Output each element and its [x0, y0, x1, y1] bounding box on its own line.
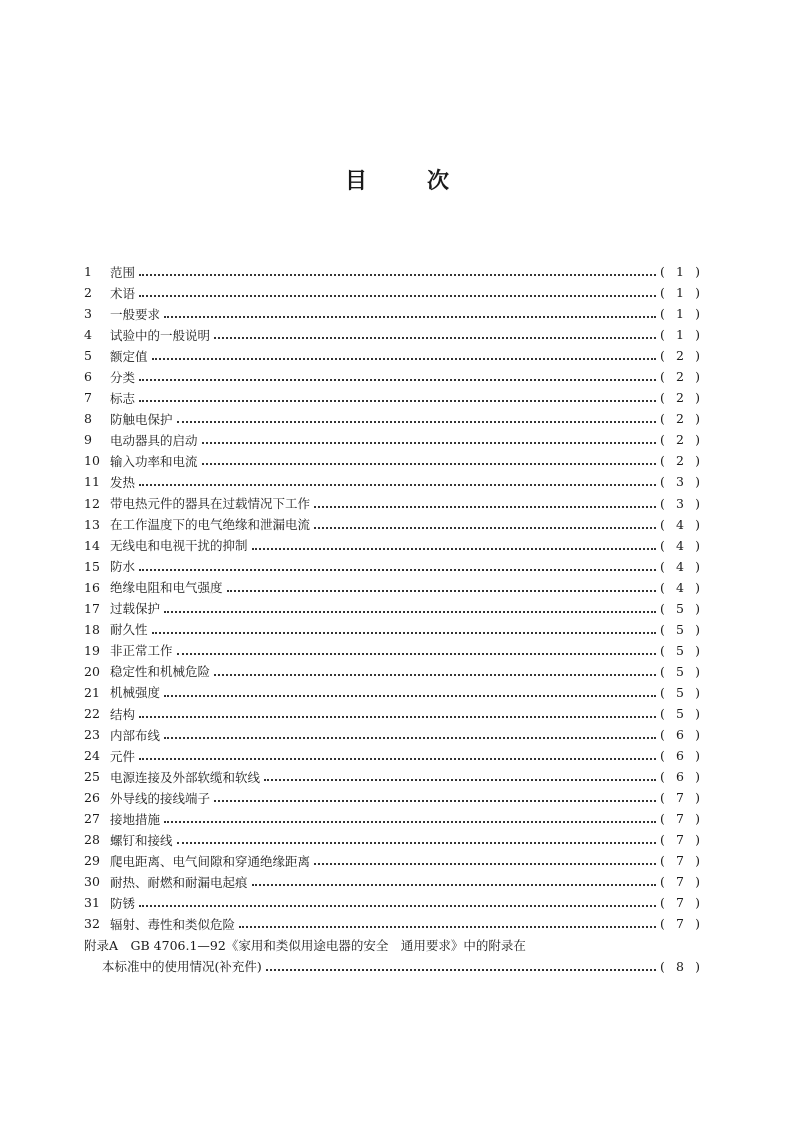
- toc-entry[interactable]: [84, 303, 700, 324]
- toc-entry[interactable]: [84, 577, 700, 598]
- paren-open: (: [660, 537, 665, 553]
- toc-page-ref: [660, 390, 700, 405]
- toc-entry-label: 防锈: [110, 895, 136, 911]
- paren-close: ): [695, 495, 700, 511]
- toc-page-number: 5: [676, 684, 684, 700]
- toc-entry[interactable]: [84, 514, 700, 535]
- paren-close: ): [695, 748, 700, 764]
- toc-page-number: 1: [676, 306, 684, 322]
- paren-open: (: [660, 495, 665, 511]
- paren-close: ): [695, 558, 700, 574]
- toc-page-number: 5: [676, 600, 684, 616]
- toc-entry-number: 29: [84, 853, 100, 869]
- toc-page-ref: [660, 327, 700, 342]
- paren-open: (: [660, 411, 665, 427]
- toc-dot-leader: [252, 883, 656, 886]
- paren-open: (: [660, 348, 665, 364]
- toc-dot-leader: [239, 925, 656, 928]
- paren-open: (: [660, 264, 665, 280]
- toc-entry-number: 13: [84, 516, 100, 532]
- paren-close: ): [695, 684, 700, 700]
- paren-open: (: [660, 390, 665, 406]
- toc-entry-label: 无线电和电视干扰的抑制: [110, 538, 248, 554]
- toc-page-ref: [660, 790, 700, 805]
- toc-entry-number: 32: [84, 916, 100, 932]
- toc-dot-leader: [214, 673, 656, 676]
- paren-open: (: [660, 579, 665, 595]
- toc-entry[interactable]: [84, 661, 700, 682]
- toc-entry-label: 接地措施: [110, 811, 161, 827]
- toc-entry-label: 内部布线: [110, 727, 161, 743]
- toc-entry-number: 10: [84, 453, 100, 469]
- toc-dot-leader: [152, 631, 656, 634]
- toc-page-ref: [660, 664, 700, 679]
- toc-page-ref: [660, 580, 700, 595]
- paren-close: ): [695, 327, 700, 343]
- toc-dot-leader: [139, 568, 656, 571]
- toc-entry-label: 耐热、耐燃和耐漏电起痕: [110, 874, 248, 890]
- toc-dot-leader: [177, 420, 656, 423]
- toc-page-ref: [660, 622, 700, 637]
- toc-page-number: 1: [676, 327, 684, 343]
- toc-page-ref: [660, 306, 700, 321]
- toc-entry-number: 24: [84, 748, 100, 764]
- toc-entry[interactable]: [84, 556, 700, 577]
- toc-page-number: 4: [676, 516, 684, 532]
- toc-page-ref: [660, 601, 700, 616]
- toc-entry-number: 1: [84, 264, 92, 280]
- paren-open: (: [660, 327, 665, 343]
- toc-dot-leader: [139, 294, 656, 297]
- toc-dot-leader: [139, 757, 656, 760]
- toc-dot-leader: [139, 483, 656, 486]
- toc-page-number: 6: [676, 727, 684, 743]
- toc-page-number: 2: [676, 432, 684, 448]
- toc-entry-number: 5: [84, 348, 92, 364]
- toc-entry-number: 17: [84, 600, 100, 616]
- toc-page-ref: [660, 727, 700, 742]
- toc-page-number: 7: [676, 853, 684, 869]
- toc-entry[interactable]: [84, 345, 700, 366]
- toc-dot-leader: [177, 652, 656, 655]
- toc-entry[interactable]: [84, 261, 700, 282]
- toc-dot-leader: [264, 778, 656, 781]
- toc-page-number: 1: [676, 285, 684, 301]
- paren-open: (: [660, 790, 665, 806]
- toc-page-ref: [660, 853, 700, 868]
- toc-page-ref: [660, 285, 700, 300]
- toc-dot-leader: [214, 799, 656, 802]
- toc-page-ref: [660, 811, 700, 826]
- toc-entry-label: 发热: [110, 474, 136, 490]
- toc-entry-number: 6: [84, 369, 92, 385]
- paren-open: (: [660, 621, 665, 637]
- toc-dot-leader: [139, 904, 656, 907]
- toc-entry[interactable]: [84, 619, 700, 640]
- paren-close: ): [695, 642, 700, 658]
- toc-entry[interactable]: [84, 871, 700, 892]
- toc-dot-leader: [139, 378, 656, 381]
- toc-entry[interactable]: [84, 682, 700, 703]
- toc-page-ref: [660, 706, 700, 721]
- toc-page-number: 7: [676, 790, 684, 806]
- toc-entry[interactable]: [84, 598, 700, 619]
- toc-page-ref: [660, 643, 700, 658]
- toc-entry[interactable]: [84, 282, 700, 303]
- toc-page-number: 4: [676, 558, 684, 574]
- toc-entry-label: 带电热元件的器具在过载情况下工作: [110, 496, 311, 512]
- toc-page-ref: [660, 496, 700, 511]
- toc-page-number: 4: [676, 537, 684, 553]
- paren-close: ): [695, 958, 700, 974]
- paren-close: ): [695, 706, 700, 721]
- toc-page-number: 7: [676, 811, 684, 827]
- toc-entry[interactable]: [84, 913, 700, 934]
- toc-entry-number: 25: [84, 769, 100, 785]
- toc-page-ref: [660, 895, 700, 910]
- paren-close: ): [695, 369, 700, 385]
- paren-close: ): [695, 811, 700, 827]
- toc-entry[interactable]: [84, 535, 700, 556]
- toc-entry-number: 21: [84, 684, 100, 700]
- toc-entry[interactable]: [84, 892, 700, 913]
- appendix-title-line1: 附录A GB 4706.1—92《家用和类似用途电器的安全 通用要求》中的附录在: [84, 938, 526, 953]
- paren-open: (: [660, 853, 665, 869]
- toc-entry-label: 元件: [110, 748, 136, 764]
- toc-entry[interactable]: [84, 829, 700, 850]
- table-of-contents: [84, 261, 700, 977]
- toc-entry[interactable]: [84, 703, 700, 724]
- toc-entry-number: 20: [84, 663, 100, 679]
- paren-open: (: [660, 663, 665, 679]
- toc-entry-label: 爬电距离、电气间隙和穿通绝缘距离: [110, 853, 311, 869]
- toc-page-ref: [660, 264, 700, 279]
- toc-entry-label: 电动器具的启动: [110, 432, 198, 448]
- toc-entries: [84, 261, 700, 935]
- toc-page-number: 2: [676, 348, 684, 364]
- toc-page-ref: [660, 769, 700, 784]
- paren-close: ): [695, 663, 700, 679]
- title-char-2: 次: [427, 169, 450, 194]
- toc-page-number: 1: [676, 264, 684, 280]
- toc-entry-number: 7: [84, 390, 92, 406]
- toc-page-number: 2: [676, 453, 684, 469]
- paren-open: (: [660, 811, 665, 827]
- toc-dot-leader: [252, 547, 656, 550]
- toc-entry-number: 3: [84, 306, 92, 322]
- toc-entry-number: 14: [84, 537, 100, 553]
- toc-entry-number: 31: [84, 895, 100, 911]
- toc-entry-label: 外导线的接线端子: [110, 790, 211, 806]
- appendix-page-number: 8: [676, 958, 684, 974]
- toc-appendix[interactable]: [84, 935, 700, 956]
- toc-entry-label: 术语: [110, 285, 136, 301]
- toc-entry-number: 8: [84, 411, 92, 427]
- paren-open: (: [660, 285, 665, 301]
- paren-close: ): [695, 306, 700, 322]
- paren-close: ): [695, 432, 700, 448]
- toc-page-ref: [660, 874, 700, 889]
- toc-page-number: 7: [676, 916, 684, 932]
- toc-page-ref: [660, 453, 700, 468]
- toc-dot-leader: [164, 610, 656, 613]
- paren-close: ): [695, 411, 700, 427]
- toc-entry[interactable]: [84, 724, 700, 745]
- paren-close: ): [695, 348, 700, 364]
- toc-dot-leader: [314, 862, 656, 865]
- title-char-1: 目: [344, 169, 367, 194]
- paren-close: ): [695, 390, 700, 406]
- toc-page-number: 5: [676, 706, 684, 721]
- toc-entry-label: 输入功率和电流: [110, 453, 198, 469]
- toc-entry-label: 防水: [110, 559, 136, 575]
- toc-page-ref: [660, 685, 700, 700]
- paren-close: ): [695, 579, 700, 595]
- toc-dot-leader: [314, 526, 656, 529]
- toc-page-ref: [660, 369, 700, 384]
- toc-entry-label: 结构: [110, 706, 136, 722]
- toc-entry-label: 一般要求: [110, 306, 161, 322]
- toc-entry-number: 16: [84, 579, 100, 595]
- toc-entry[interactable]: [84, 324, 700, 345]
- toc-page-number: 5: [676, 642, 684, 658]
- paren-open: (: [660, 958, 665, 974]
- paren-open: (: [660, 769, 665, 785]
- toc-dot-leader: [164, 820, 656, 823]
- toc-entry[interactable]: [84, 429, 700, 450]
- toc-entry-label: 试验中的一般说明: [110, 327, 211, 343]
- toc-appendix-cont[interactable]: [84, 956, 700, 977]
- toc-entry[interactable]: [84, 787, 700, 808]
- toc-page-number: 3: [676, 474, 684, 490]
- paren-open: (: [660, 727, 665, 743]
- page-title: [0, 164, 794, 195]
- toc-page-ref: [660, 432, 700, 447]
- toc-entry-label: 分类: [110, 369, 136, 385]
- toc-dot-leader: [177, 841, 656, 844]
- toc-entry-label: 在工作温度下的电气绝缘和泄漏电流: [110, 517, 311, 533]
- toc-page-ref: [660, 517, 700, 532]
- toc-entry[interactable]: [84, 408, 700, 429]
- paren-close: ): [695, 769, 700, 785]
- paren-open: (: [660, 895, 665, 911]
- paren-close: ): [695, 453, 700, 469]
- toc-dot-leader: [214, 336, 656, 339]
- toc-page-number: 3: [676, 495, 684, 511]
- toc-page-ref: [660, 411, 700, 426]
- toc-dot-leader: [164, 315, 656, 318]
- toc-dot-leader: [202, 441, 656, 444]
- appendix-title-line2: 本标准中的使用情况(补充件): [102, 959, 262, 974]
- toc-dot-leader: [164, 694, 656, 697]
- toc-dot-leader: [266, 968, 656, 971]
- toc-entry-label: 过载保护: [110, 601, 161, 617]
- toc-dot-leader: [202, 462, 656, 465]
- toc-entry[interactable]: [84, 387, 700, 408]
- toc-page-number: 6: [676, 769, 684, 785]
- toc-entry-number: 23: [84, 727, 100, 743]
- toc-page-ref: [660, 559, 700, 574]
- paren-close: ): [695, 895, 700, 911]
- toc-entry[interactable]: [84, 745, 700, 766]
- toc-entry-number: 27: [84, 811, 100, 827]
- toc-entry-number: 11: [84, 474, 100, 490]
- toc-dot-leader: [164, 736, 656, 739]
- paren-open: (: [660, 306, 665, 322]
- paren-open: (: [660, 706, 665, 721]
- toc-entry-label: 螺钉和接线: [110, 832, 173, 848]
- paren-close: ): [695, 832, 700, 848]
- toc-entry-label: 额定值: [110, 348, 148, 364]
- toc-page-number: 4: [676, 579, 684, 595]
- paren-close: ): [695, 285, 700, 301]
- toc-dot-leader: [139, 399, 656, 402]
- toc-entry-label: 标志: [110, 390, 136, 406]
- paren-close: ): [695, 537, 700, 553]
- toc-entry-label: 机械强度: [110, 685, 161, 701]
- paren-open: (: [660, 832, 665, 848]
- paren-open: (: [660, 369, 665, 385]
- toc-dot-leader: [152, 357, 656, 360]
- toc-entry-number: 4: [84, 327, 92, 343]
- toc-entry-label: 辐射、毒性和类似危险: [110, 916, 236, 932]
- toc-dot-leader: [227, 589, 656, 592]
- toc-entry-number: 15: [84, 558, 100, 574]
- paren-close: ): [695, 790, 700, 806]
- toc-entry-label: 耐久性: [110, 622, 148, 638]
- toc-page-number: 2: [676, 411, 684, 427]
- toc-entry-number: 26: [84, 790, 100, 806]
- toc-entry[interactable]: [84, 471, 700, 492]
- paren-open: (: [660, 600, 665, 616]
- toc-page-ref: [660, 748, 700, 763]
- toc-entry[interactable]: [84, 450, 700, 471]
- toc-dot-leader: [139, 273, 656, 276]
- toc-page-number: 2: [676, 390, 684, 406]
- toc-page-ref: [660, 348, 700, 363]
- toc-dot-leader: [314, 505, 656, 508]
- paren-open: (: [660, 558, 665, 574]
- toc-page-ref: [660, 474, 700, 489]
- paren-close: ): [695, 474, 700, 490]
- toc-page-number: 7: [676, 874, 684, 890]
- paren-open: (: [660, 432, 665, 448]
- toc-entry[interactable]: [84, 640, 700, 661]
- paren-close: ): [695, 874, 700, 890]
- toc-entry-number: 30: [84, 874, 100, 890]
- paren-open: (: [660, 748, 665, 764]
- toc-entry[interactable]: [84, 366, 700, 387]
- toc-entry-label: 稳定性和机械危险: [110, 664, 211, 680]
- paren-open: (: [660, 474, 665, 490]
- toc-entry[interactable]: [84, 808, 700, 829]
- toc-entry[interactable]: [84, 493, 700, 514]
- toc-page-number: 2: [676, 369, 684, 385]
- toc-entry-label: 非正常工作: [110, 643, 173, 659]
- paren-close: ): [695, 600, 700, 616]
- paren-open: (: [660, 516, 665, 532]
- toc-page-ref: [660, 959, 700, 974]
- toc-page-number: 7: [676, 895, 684, 911]
- paren-open: (: [660, 874, 665, 890]
- toc-entry-number: 28: [84, 832, 100, 848]
- paren-close: ): [695, 264, 700, 280]
- paren-close: ): [695, 516, 700, 532]
- paren-close: ): [695, 727, 700, 743]
- toc-page-number: 5: [676, 621, 684, 637]
- toc-page-ref: [660, 538, 700, 553]
- paren-close: ): [695, 916, 700, 932]
- toc-dot-leader: [139, 715, 656, 718]
- toc-entry-label: 范围: [110, 264, 136, 280]
- paren-close: ): [695, 853, 700, 869]
- toc-page-ref: [660, 832, 700, 847]
- toc-entry-number: 2: [84, 285, 92, 301]
- toc-entry-number: 18: [84, 621, 100, 637]
- toc-entry-label: 防触电保护: [110, 411, 173, 427]
- toc-page-number: 5: [676, 663, 684, 679]
- toc-entry-label: 绝缘电阻和电气强度: [110, 580, 223, 596]
- paren-open: (: [660, 642, 665, 658]
- toc-page-number: 6: [676, 748, 684, 764]
- toc-page-number: 7: [676, 832, 684, 848]
- toc-entry-number: 12: [84, 495, 100, 511]
- toc-page-ref: [660, 916, 700, 931]
- toc-entry[interactable]: [84, 766, 700, 787]
- toc-entry-number: 19: [84, 642, 100, 658]
- toc-entry[interactable]: [84, 850, 700, 871]
- toc-entry-label: 电源连接及外部软缆和软线: [110, 769, 261, 785]
- toc-entry-number: 22: [84, 706, 100, 721]
- paren-close: ): [695, 621, 700, 637]
- paren-open: (: [660, 453, 665, 469]
- paren-open: (: [660, 684, 665, 700]
- toc-entry-number: 9: [84, 432, 92, 448]
- paren-open: (: [660, 916, 665, 932]
